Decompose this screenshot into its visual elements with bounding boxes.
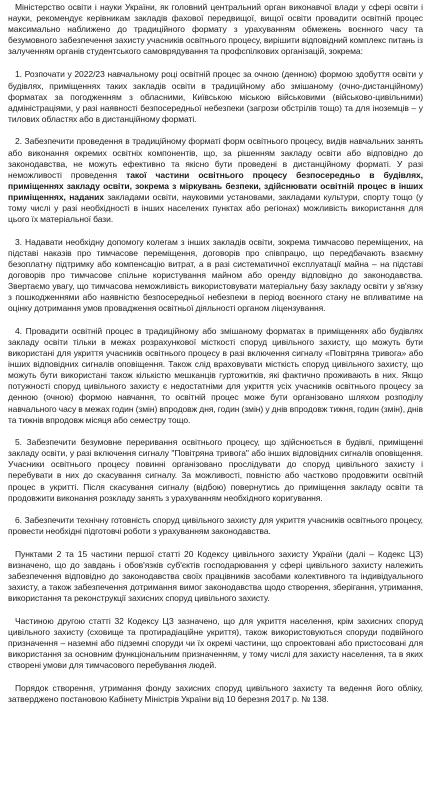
procedure-reference-paragraph: Порядок створення, утримання фонду захисних споруд цивільного захисту та ведення його обліку, затверджено постановою Кабінету Міністрів України від 10 березня 2017 р. № 138. bbox=[8, 682, 423, 704]
item-3-paragraph: 3. Надавати необхідну допомогу колегам з інших закладів освіти, зокрема тимчасово переміщених, на підставі наказів про тимчасове переміщення, договорів про співпрацю, що передбачають взаємну безоплатну підтримку або компенсацію витрат, а в разі систематичної експлуатації майна – на підставі договорів про тимчасове спільне користування майном або оренду відповідно до законодавства. Звертаємо увагу, що тимчасова неможливість використовувати матеріальну базу закладу освіти у зв'язку з пошкодженнями або наявністю безпосередньої небезпеки в період воєнного стану не впливатиме на оцінку дотримання умов провадження освітньої діяльності органом ліцензування. bbox=[8, 236, 423, 314]
item-6-paragraph: 6. Забезпечити технічну готовність споруд цивільного захисту для укриття учасників освітнього процесу, провести необхідні підготовчі роботи з урахуванням законодавства. bbox=[8, 515, 423, 537]
intro-paragraph: Міністерство освіти і науки України, як головний центральний орган виконавчої влади у сфері освіти і науки, рекомендує керівникам закладів фахової передвищої, вищої освіти провадити освітній процес максимально наближено до традиційного формату з урахуванням обмежень воєнного часу та безумовного забезпечення захисту учасників освітнього процесу, вирішити відповідний комплекс питань із залученням органів студентського самоврядування та профспілкових організацій, зокрема: bbox=[8, 2, 423, 57]
civil-code-article-32-paragraph: Частиною другою статті 32 Кодексу ЦЗ зазначено, що для укриття населення, крім захисних споруд цивільного захисту (сховище та протирадіаційне укриття), також використовуються споруди подвійного призначення – наземні або підземні споруди чи їх окремі частини, що спроектовані або пристосовані для використання за основним функціональним призначенням, у тому числі для захисту населення, та в яких створені умови для тимчасового перебування людей. bbox=[8, 615, 423, 671]
item-4-paragraph: 4. Провадити освітній процес в традиційному або змішаному форматах в приміщеннях або будівлях закладу освіти тільки в межах розрахункової місткості споруд цивільного захисту, що можуть бути використані для укриття учасників освітнього процесу в разі включення сигналу «Повітряна тривога» або інших відповідних сигналів оповіщення. Також слід враховувати місткість споруд цивільного захисту, що можуть бути використані також кількістю мешканців гуртожитків, які фактично проживають в них. Якщо потужності споруд цивільного захисту є недостатніми для укриття усіх учасників освітнього процесу за денною (очною) формою навчання, то освітній процес може бути організовано шляхом розподілу навчального часу в межах годин (змін) впродовж дня, годин (змін) у днів впродовж тижня, годин (змін), днів та тижнів впродовж місяця або семестру тощо. bbox=[8, 325, 423, 425]
item-2-text-start: 2. Забезпечити проведення в традиційному форматі форм освітнього процесу, видів навчальних занять або виконання окремих освітніх компонентів, що, за рішенням закладу освіти або відповідно до законодавства, не можуть ефективно та якісно бути проведені в дистанційному форматі. У разі неможливості проведення bbox=[8, 136, 423, 180]
item-5-paragraph: 5. Забезпечити безумовне переривання освітнього процесу, що здійснюється в будівлі, приміщенні закладу освіти, у разі включення сигналу "Повітряна тривога" або інших відповідних сигналів оповіщення. Учасники освітнього процесу повинні організовано прослідувати до споруд цивільного захисту і перебувати в них до скасування сигналу. За можливості, повністю або частково продовжити освітній процес в укритті. Після скасування сигналу (відбою) повернутись до приміщення закладу освіти та продовжити виконання розкладу занять з урахуванням необхідного коригування. bbox=[8, 437, 423, 503]
item-2-text-end: закладами освіти, науковими установами, закладами культури, спорту тощо (у тому числі у разі необхідності в інших населених пунктах або регіонах) можливість використання для цього їх матеріальної бази. bbox=[8, 191, 423, 225]
civil-code-article-20-paragraph: Пунктами 2 та 15 частини першої статті 20 Кодексу цивільного захисту України (далі – Кодекс ЦЗ) визначено, що до завдань і обов'язків суб'єктів господарювання у сфері цивільного захисту належить забезпечення відповідно до законодавства своїх працівників засобами колективного та індивідуального захисту, а також забезпечення дотримання вимог законодавства щодо створення, зберігання, утримання, використання та реконструкції захисних споруд цивільного захисту. bbox=[8, 548, 423, 604]
item-2-bold-text: такої частини освітнього процесу безпосередньо в будівлях, приміщеннях закладу освіти, зокрема з міркувань безпеки, здійснювати освітній процес в інших приміщеннях, наданих bbox=[8, 169, 423, 202]
item-1-paragraph: 1. Розпочати у 2022/23 навчальному році освітній процес за очною (денною) формою здобуття освіти у будівлях, приміщеннях таких закладів освіти в традиційному або змішаному (очно-дистанційному) форматах за погодженням з обласними, Київською міською військовими (військово-цивільними) адміністраціями, у разі наявності безпосередньої небезпеки (загрози обстрілів тощо) та для іноземців – у тилових областях або в дистанційному форматі. bbox=[8, 69, 423, 124]
item-2-paragraph bbox=[8, 136, 423, 225]
